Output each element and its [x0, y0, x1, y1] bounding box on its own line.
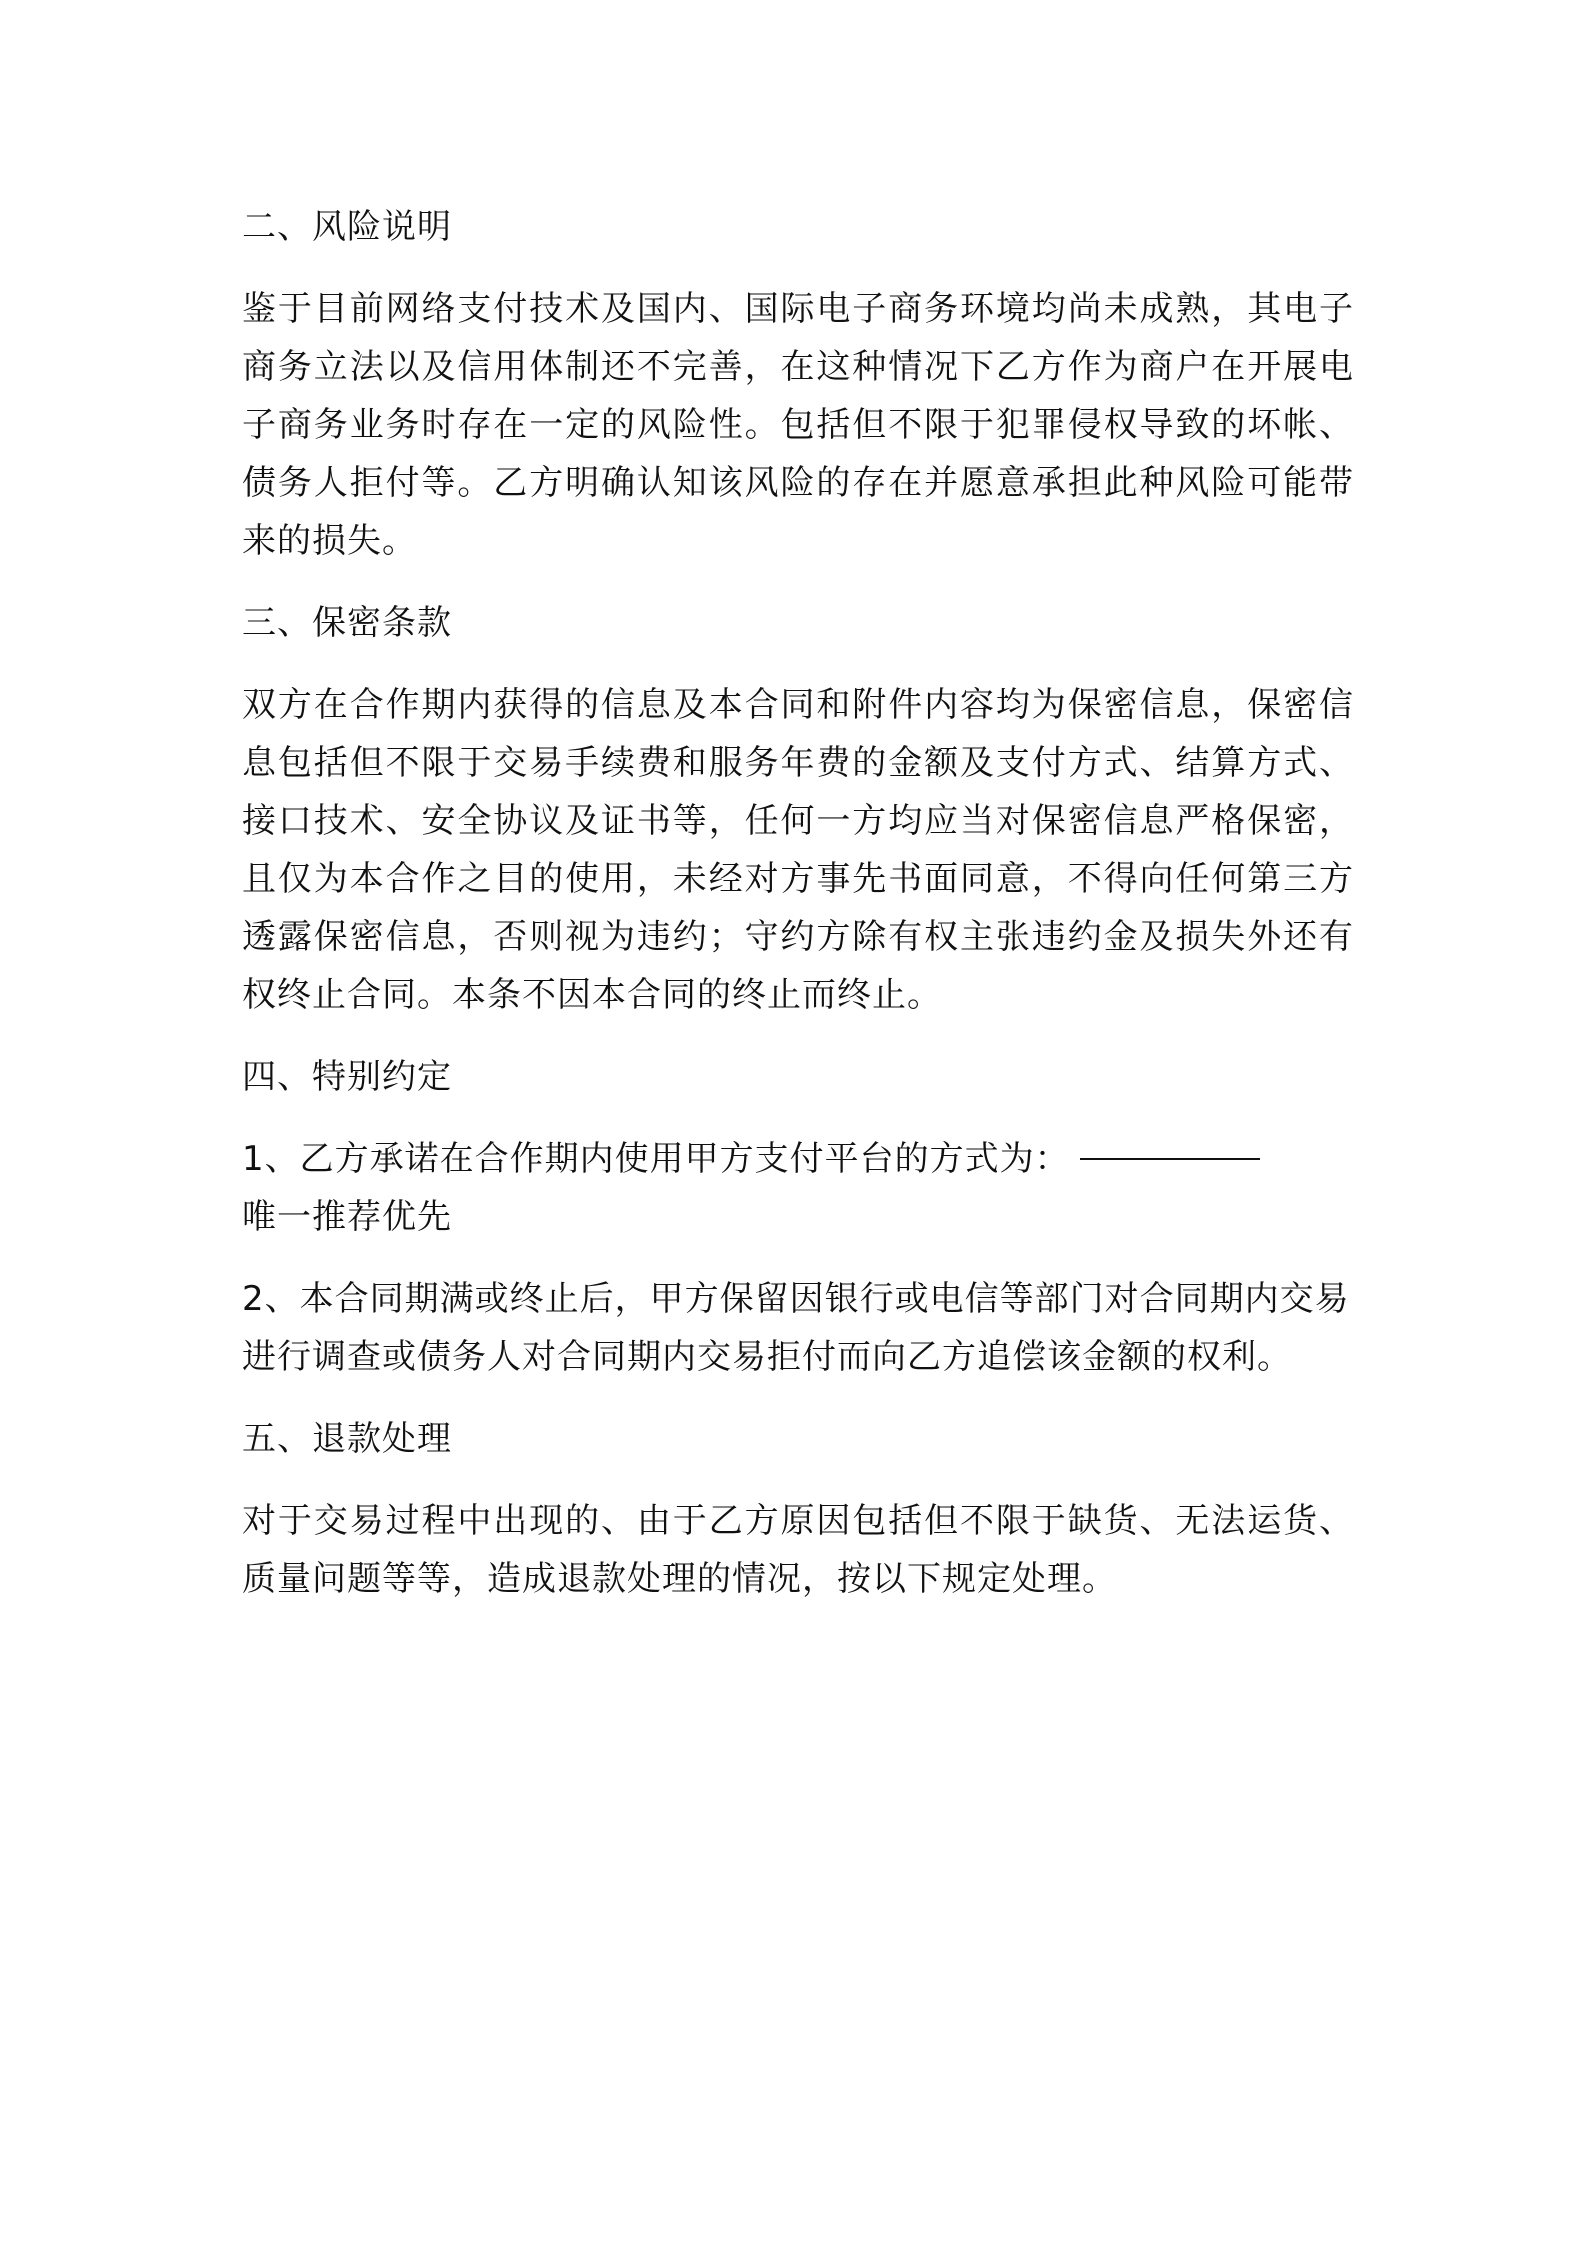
section-heading-risk: 二、风险说明 [242, 207, 452, 247]
section-heading-special-terms: 四、特别约定 [242, 1057, 452, 1097]
payment-method-blank [1080, 1158, 1260, 1160]
section-risk-paragraph: 鉴于目前网络支付技术及国内、国际电子商务环境均尚未成熟，其电子商务立法以及信用体制还不完善，在这种情况下乙方作为商户在开展电子商务业务时存在一定的风险性。包括但不限于犯罪侵权导致的坏帐、债务人拒付等。乙方明确认知该风险的存在并愿意承担此种风险可能带来的损失。 [242, 289, 1354, 561]
section-heading-refund: 五、退款处理 [242, 1419, 452, 1459]
special-term-item-1-text: 1、乙方承诺在合作期内使用甲方支付平台的方式为： [242, 1139, 1070, 1179]
document-body [242, 198, 1354, 1632]
section-confidentiality-paragraph: 双方在合作期内获得的信息及本合同和附件内容均为保密信息，保密信息包括但不限于交易手续费和服务年费的金额及支付方式、结算方式、接口技术、安全协议及证书等，任何一方均应当对保密信息严格保密，且仅为本合作之目的使用，未经对方事先书面同意，不得向任何第三方透露保密信息，否则视为违约；守约方除有权主张违约金及损失外还有权终止合同。本条不因本合同的终止而终止。 [242, 685, 1354, 1015]
section-heading-confidentiality: 三、保密条款 [242, 603, 452, 643]
special-term-item-1-note: 唯一推荐优先 [242, 1197, 452, 1237]
special-term-item-2: 2、本合同期满或终止后，甲方保留因银行或电信等部门对合同期内交易进行调查或债务人对合同期内交易拒付而向乙方追偿该金额的权利。 [242, 1279, 1350, 1377]
special-term-item-1 [242, 1130, 1354, 1246]
section-refund-paragraph: 对于交易过程中出现的、由于乙方原因包括但不限于缺货、无法运货、质量问题等等，造成退款处理的情况，按以下规定处理。 [242, 1501, 1354, 1599]
